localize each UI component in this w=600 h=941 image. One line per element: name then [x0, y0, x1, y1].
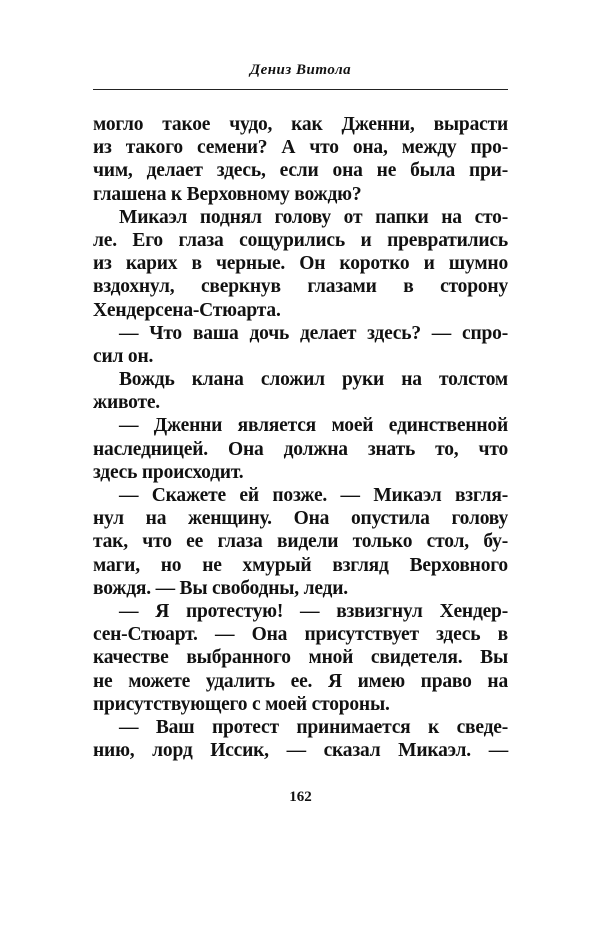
text-line: присутствующего с моей стороны. — [93, 693, 390, 715]
text-line: — Дженни является моей единственной — [119, 415, 508, 437]
running-header: Дениз Витола — [249, 62, 352, 78]
text-line: из карих в черные. Он коротко и шумно — [93, 253, 508, 275]
text-line: нул на женщину. Она опустила голову — [93, 508, 508, 530]
page-number: 162 — [289, 789, 312, 805]
text-line: глашена к Верховному вождю? — [93, 183, 362, 205]
text-line: чим, делает здесь, если она не была при- — [93, 160, 508, 182]
text-line: животе. — [93, 392, 160, 414]
header-rule — [93, 89, 508, 90]
text-line: так, что ее глаза видели только стол, бу- — [93, 531, 508, 553]
text-line: могло такое чудо, как Дженни, вырасти — [93, 114, 508, 135]
text-line: вздохнул, сверкнув глазами в сторону — [93, 276, 508, 298]
page-body-text — [93, 113, 508, 762]
text-line: маги, но не хмурый взгляд Верховного — [93, 554, 508, 576]
text-line: наследницей. Она должна знать то, что — [93, 438, 508, 460]
text-line: сил он. — [93, 345, 154, 367]
text-line: — Скажете ей позже. — Микаэл взгля- — [119, 485, 508, 506]
text-line: не можете удалить ее. Я имею право на — [93, 670, 508, 692]
text-line: вождя. — Вы свободны, леди. — [93, 577, 348, 599]
text-line: из такого семени? А что она, между про- — [93, 137, 508, 159]
text-line: Микаэл поднял голову от папки на сто- — [119, 206, 508, 228]
text-line: — Ваш протест принимается к сведе- — [119, 716, 508, 738]
text-line: — Я протестую! — взвизгнул Хендер- — [119, 600, 508, 622]
text-line: Хендерсена-Стюарта. — [93, 299, 281, 321]
text-line: здесь происходит. — [93, 461, 244, 483]
text-line: Вождь клана сложил руки на толстом — [119, 369, 508, 391]
text-line: качестве выбранного мной свидетеля. Вы — [93, 647, 508, 669]
text-line: — Что ваша дочь делает здесь? — спро- — [119, 322, 508, 344]
text-line: сен-Стюарт. — Она присутствует здесь в — [93, 624, 508, 646]
text-line: нию, лорд Иссик, — сказал Микаэл. — — [93, 740, 508, 762]
text-line: ле. Его глаза сощурились и превратились — [93, 229, 508, 251]
